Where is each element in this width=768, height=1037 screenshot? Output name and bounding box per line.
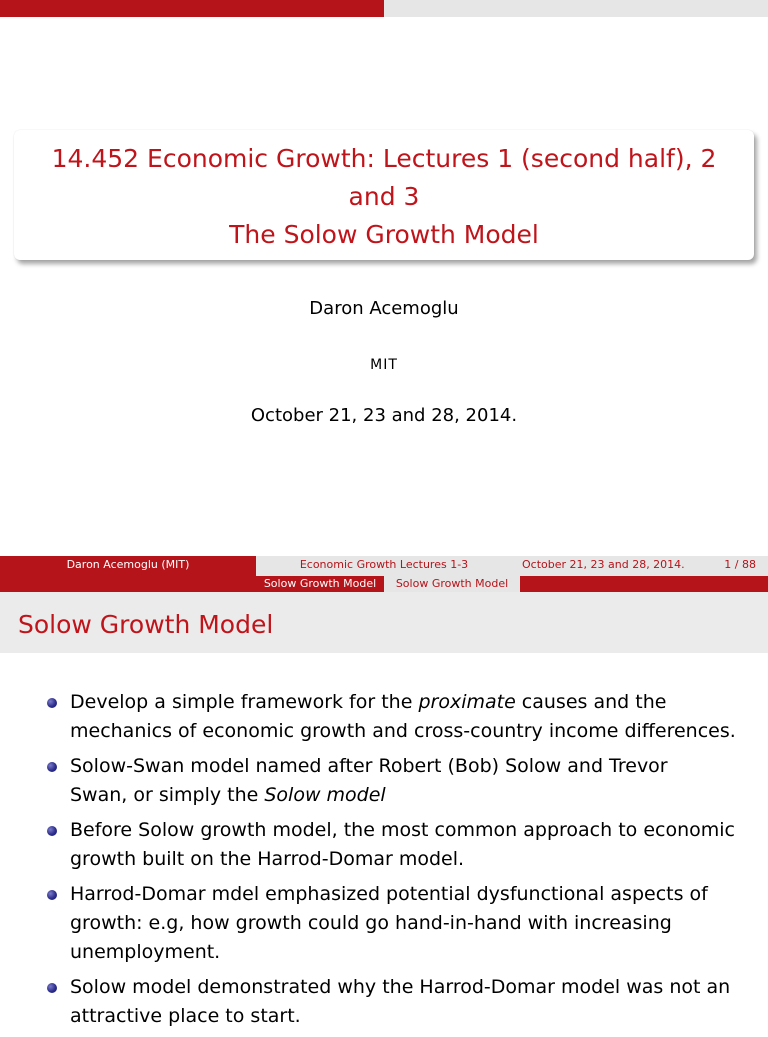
list-item (0, 688, 768, 746)
nav-subsection[interactable]: Solow Growth Model (384, 576, 520, 592)
section-nav-bar (0, 576, 768, 592)
title-box (14, 130, 754, 260)
bullet-line: Swan, or simply the Solow model (70, 784, 386, 806)
bullet-line: Solow model demonstrated why the Harrod-Domar model was not an (70, 976, 731, 998)
bullet-line: growth: e.g, how growth could go hand-in-hand with increasing (70, 912, 672, 934)
bullet-line: growth built on the Harrod-Domar model. (70, 848, 465, 870)
slide-footer (0, 556, 768, 592)
bullet-icon (47, 698, 57, 708)
bullet-line: Harrod-Domar mdel emphasized potential dysfunctional aspects of (70, 883, 708, 905)
list-item (0, 816, 768, 874)
list-item (0, 752, 768, 810)
footer-page-number: 1 / 88 (724, 558, 756, 571)
title-line-2: and 3 (348, 182, 420, 211)
bullet-line: mechanics of economic growth and cross-country income differences. (70, 720, 736, 742)
bullet-icon (47, 826, 57, 836)
nav-section[interactable]: Solow Growth Model (263, 577, 377, 590)
bullet-line: Develop a simple framework for the proximate causes and the (70, 691, 667, 713)
top-progress-bar (0, 0, 768, 17)
footer-date: October 21, 23 and 28, 2014. (522, 558, 685, 571)
bullet-icon (47, 983, 57, 993)
top-bar-right (384, 0, 768, 17)
footer-date-page (512, 556, 768, 576)
institution: MIT (370, 357, 398, 373)
bullet-icon (47, 890, 57, 900)
bullet-line: unemployment. (70, 941, 221, 963)
bullet-icon (47, 762, 57, 772)
title-line-1: 14.452 Economic Growth: Lectures 1 (second half), 2 (51, 144, 717, 173)
footer-author: Daron Acemoglu (MIT) (0, 556, 256, 576)
bullet-line: attractive place to start. (70, 1005, 301, 1027)
footer-row (0, 556, 768, 576)
title-line-3: The Solow Growth Model (229, 220, 539, 249)
author-name: Daron Acemoglu (309, 298, 459, 319)
bullet-line: Before Solow growth model, the most common approach to economic (70, 819, 735, 841)
top-bar-left (0, 0, 384, 17)
frame-title: Solow Growth Model (0, 592, 768, 653)
list-item (0, 880, 768, 967)
footer-short-title: Economic Growth Lectures 1-3 (256, 556, 512, 576)
bullet-list (0, 688, 768, 1037)
lecture-date: October 21, 23 and 28, 2014. (250, 405, 518, 426)
list-item (0, 973, 768, 1031)
bullet-line: Solow-Swan model named after Robert (Bob) Solow and Trevor (70, 755, 668, 777)
